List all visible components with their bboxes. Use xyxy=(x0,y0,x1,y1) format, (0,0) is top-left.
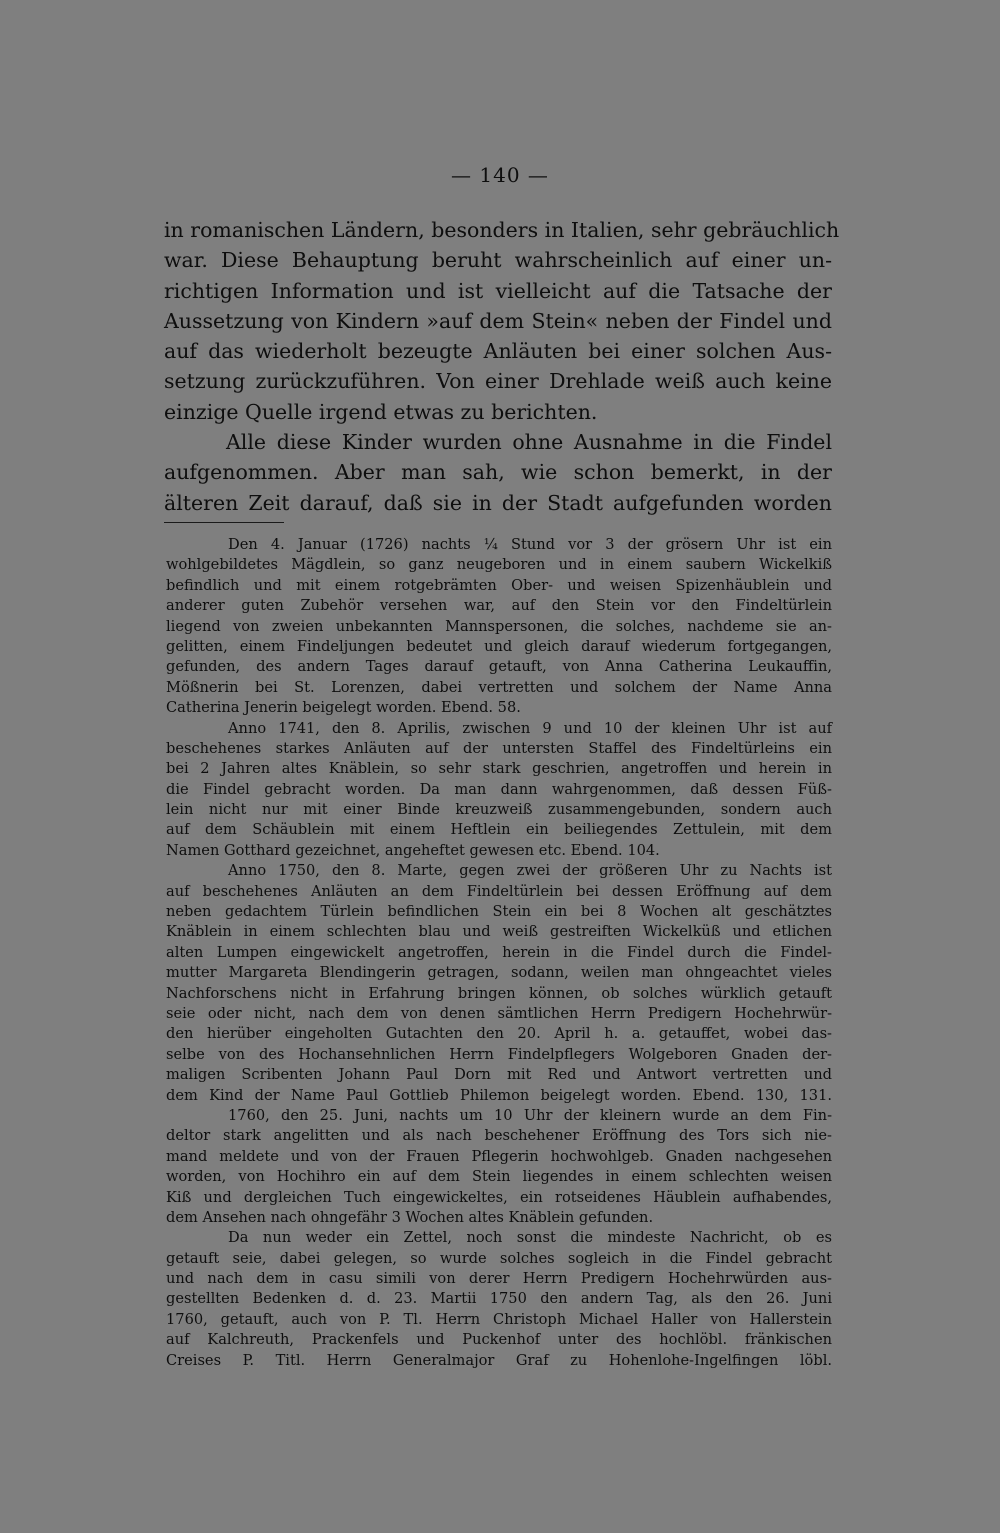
footnote-line: mutter Margareta Blendingerin getragen, sodann, weilen man ohngeachtet vieles xyxy=(166,964,832,982)
footnote-line: dem Kind der Name Paul Gottlieb Philemon beigelegt worden. Ebend. 130, 131. xyxy=(166,1086,832,1104)
body-line: in romanischen Ländern, besonders in Italien, sehr gebräuchlich xyxy=(164,218,840,242)
footnote-line: befindlich und mit einem rotgebrämten Ober- und weisen Spizenhäublein und xyxy=(166,576,832,594)
footnote-line: auf Kalchreuth, Prackenfels und Puckenhof unter des hochlöbl. fränkischen xyxy=(166,1331,832,1349)
body-line: setzung zurückzuführen. Von einer Drehlade weiß auch keine xyxy=(164,369,832,394)
footnote-line: wohlgebildetes Mägdlein, so ganz neugeboren und in einem saubern Wickelkiß xyxy=(166,556,832,574)
footnote-line: dem Ansehen nach ohngefähr 3 Wochen altes Knäblein gefunden. xyxy=(166,1208,654,1226)
body-line: aufgenommen. Aber man sah, wie schon bemerkt, in der xyxy=(164,460,832,485)
footnote-line: Knäblein in einem schlechten blau und weiß gestreiften Wickelküß und etlichen xyxy=(166,923,832,941)
footnote-line: gestellten Bedenken d. d. 23. Martii 1750 den andern Tag, als den 26. Juni xyxy=(166,1290,832,1308)
body-line: war. Diese Behauptung beruht wahrscheinlich auf einer un- xyxy=(164,248,832,273)
footnote-divider xyxy=(164,522,284,523)
footnote-line: Da nun weder ein Zettel, noch sonst die mindeste Nachricht, ob es xyxy=(228,1229,832,1247)
footnote-line: Anno 1741, den 8. Aprilis, zwischen 9 und 10 der kleinen Uhr ist auf xyxy=(228,719,832,737)
footnotes xyxy=(166,535,832,1371)
footnote-line: Creises P. Titl. Herrn Generalmajor Graf zu Hohenlohe-Ingelfingen löbl. xyxy=(166,1351,832,1369)
footnote-line: 1760, den 25. Juni, nachts um 10 Uhr der kleinern wurde an dem Fin- xyxy=(228,1106,832,1124)
footnote-line: Kiß und dergleichen Tuch eingewickeltes, ein rotseidenes Häublein aufhabendes, xyxy=(166,1188,832,1206)
footnote-line: Mößnerin bei St. Lorenzen, dabei vertretten und solchem der Name Anna xyxy=(166,678,832,696)
footnote-line: die Findel gebracht worden. Da man dann wahrgenommen, daß dessen Füß- xyxy=(166,780,832,798)
footnote-line: Nachforschens nicht in Erfahrung bringen können, ob solches würklich getauft xyxy=(166,984,832,1002)
body-line: einzige Quelle irgend etwas zu berichten. xyxy=(164,399,598,424)
footnote-line: 1760, getauft, auch von P. Tl. Herrn Christoph Michael Haller von Hallerstein xyxy=(166,1310,832,1328)
body-line: Alle diese Kinder wurden ohne Ausnahme in die Findel xyxy=(226,430,832,455)
footnote-line: anderer guten Zubehör versehen war, auf den Stein vor den Findeltürlein xyxy=(166,597,832,615)
footnote-line: beschehenes starkes Anläuten auf der untersten Staffel des Findeltürleins ein xyxy=(166,739,832,757)
body-text xyxy=(164,215,840,518)
footnote-line: deltor stark angelitten und als nach beschehener Eröffnung des Tors sich nie- xyxy=(166,1127,832,1145)
footnote-line: maligen Scribenten Johann Paul Dorn mit Red und Antwort vertretten und xyxy=(166,1066,832,1084)
page-number: — 140 — xyxy=(451,163,549,187)
body-line: älteren Zeit darauf, daß sie in der Stadt aufgefunden worden xyxy=(164,490,832,515)
footnote-line: mand meldete und von der Frauen Pflegerin hochwohlgeb. Gnaden nachgesehen xyxy=(166,1147,832,1165)
footnote-line: lein nicht nur mit einer Binde kreuzweiß zusammengebunden, sondern auch xyxy=(166,801,832,819)
body-line: auf das wiederholt bezeugte Anläuten bei einer solchen Aus- xyxy=(164,339,832,364)
footnote-line: Den 4. Januar (1726) nachts ¼ Stund vor 3 der grösern Uhr ist ein xyxy=(228,536,832,553)
footnote-line: den hierüber eingeholten Gutachten den 20. April h. a. getauffet, wobei das- xyxy=(166,1025,832,1043)
footnote-line: Namen Gotthard gezeichnet, angeheftet gewesen etc. Ebend. 104. xyxy=(166,841,660,859)
footnote-line: seie oder nicht, nach dem von denen sämtlichen Herrn Predigern Hochehrwür- xyxy=(166,1004,832,1022)
footnote-line: Anno 1750, den 8. Marte, gegen zwei der größeren Uhr zu Nachts ist xyxy=(228,862,832,880)
footnote-line: Catherina Jenerin beigelegt worden. Ebend. 58. xyxy=(166,699,521,717)
footnote-line: auf dem Schäublein mit einem Heftlein ein beiliegendes Zettulein, mit dem xyxy=(166,821,832,839)
footnote-line: neben gedachtem Türlein befindlichen Stein ein bei 8 Wochen alt geschätztes xyxy=(166,903,832,921)
footnote-line: gelitten, einem Findeljungen bedeutet und gleich darauf wiederum fortgegangen, xyxy=(166,637,832,655)
body-line: richtigen Information und ist vielleicht auf die Tatsache der xyxy=(164,278,832,303)
footnote-line: alten Lumpen eingewickelt angetroffen, herein in die Findel durch die Findel- xyxy=(166,943,832,961)
footnote-line: gefunden, des andern Tages darauf getauft, von Anna Catherina Leukauffin, xyxy=(166,658,832,676)
body-line: Aussetzung von Kindern »auf dem Stein« neben der Findel und xyxy=(164,308,832,333)
footnote-line: und nach dem in casu simili von derer Herrn Predigern Hochehrwürden aus- xyxy=(166,1270,832,1288)
footnote-line: auf beschehenes Anläuten an dem Findeltürlein bei dessen Eröffnung auf dem xyxy=(166,882,832,900)
footnote-line: getauft seie, dabei gelegen, so wurde solches sogleich in die Findel gebracht xyxy=(166,1249,832,1267)
footnote-line: bei 2 Jahren altes Knäblein, so sehr stark geschrien, angetroffen und herein in xyxy=(166,760,832,778)
footnote-line: worden, von Hochihro ein auf dem Stein liegendes in einem schlechten weisen xyxy=(166,1168,832,1186)
footnote-line: selbe von des Hochansehnlichen Herrn Findelpflegers Wolgeboren Gnaden der- xyxy=(166,1045,832,1063)
footnote-line: liegend von zweien unbekannten Mannspersonen, die solches, nachdeme sie an- xyxy=(166,617,832,635)
